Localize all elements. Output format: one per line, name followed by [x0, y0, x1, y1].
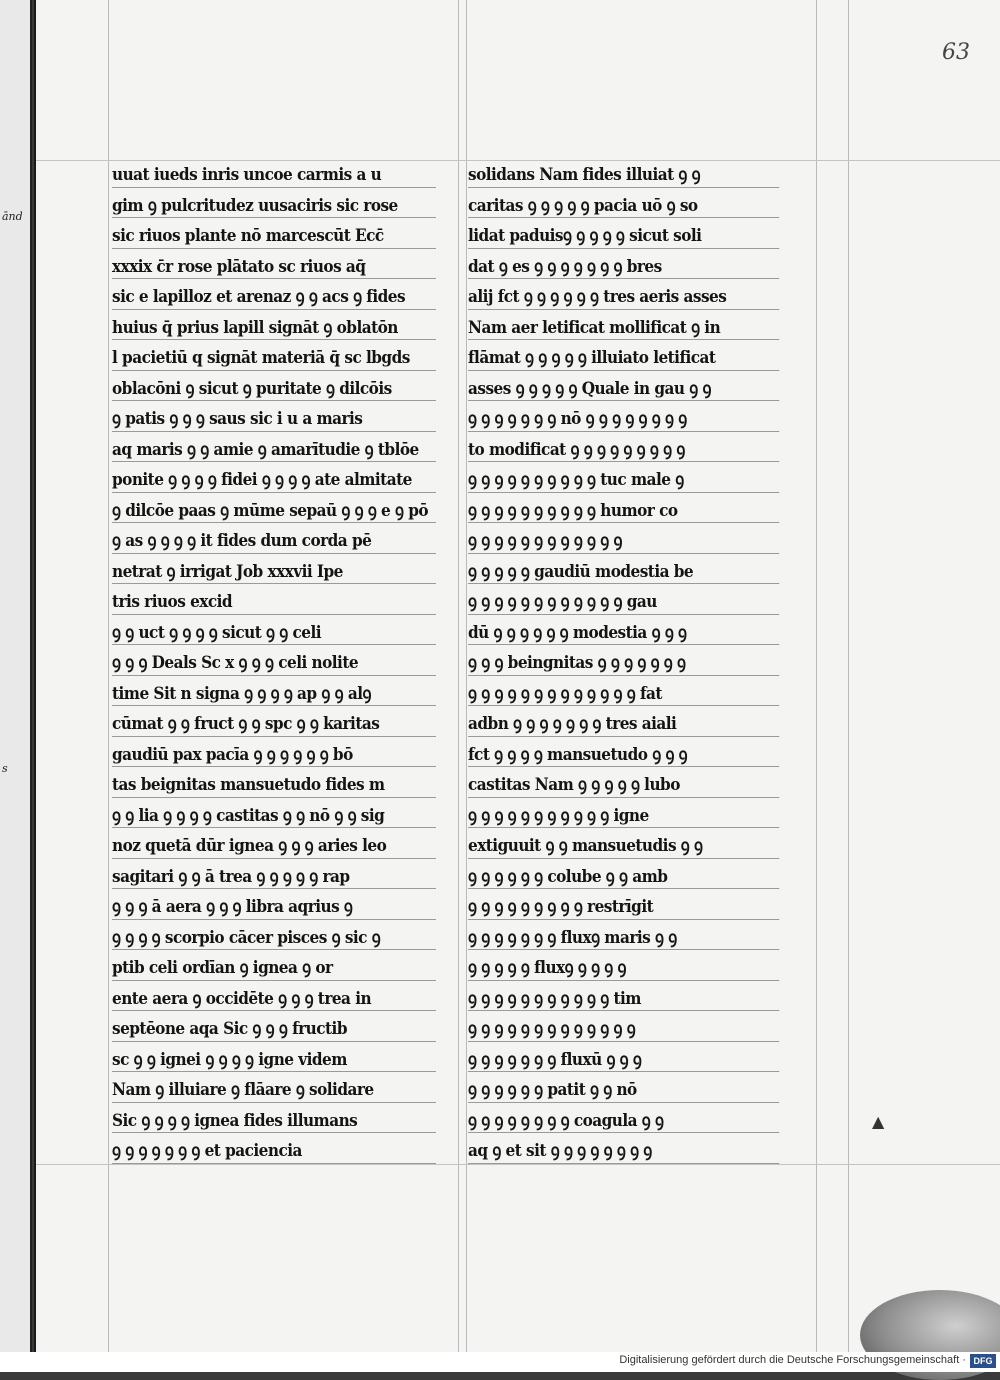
right-column-line: castitas Nam ꝯ ꝯ ꝯ ꝯ ꝯ lubo — [468, 770, 779, 801]
right-column-line: ꝯ ꝯ ꝯ ꝯ ꝯ ꝯ ꝯ ꝯ ꝯ ꝯ tuc male ꝯ — [468, 465, 779, 496]
left-column-line: Sic ꝯ ꝯ ꝯ ꝯ ignea fides illumans — [112, 1106, 436, 1137]
right-column-line: ꝯ ꝯ ꝯ ꝯ ꝯ gaudiū modestia be — [468, 557, 779, 588]
folio-number: 63 — [942, 40, 970, 65]
ruling-line — [848, 0, 849, 1352]
ruling-line — [108, 0, 109, 1352]
margin-fragment: s — [2, 762, 8, 775]
right-column-line: ꝯ ꝯ ꝯ ꝯ ꝯ ꝯ ꝯ fluxꝯ maris ꝯ ꝯ — [468, 923, 779, 954]
footer-bar — [0, 1352, 1000, 1372]
left-column-line: xxxix c̄r rose plātato sc riuos aq̄ — [112, 252, 436, 283]
right-column-line: alij fct ꝯ ꝯ ꝯ ꝯ ꝯ ꝯ tres aeris asses — [468, 282, 779, 313]
right-column-line: aq ꝯ et sit ꝯ ꝯ ꝯ ꝯ ꝯ ꝯ ꝯ ꝯ — [468, 1136, 779, 1167]
left-column-line: tas beignitas mansuetudo fides m — [112, 770, 436, 801]
right-column-line: ꝯ ꝯ ꝯ beingnitas ꝯ ꝯ ꝯ ꝯ ꝯ ꝯ ꝯ — [468, 648, 779, 679]
margin-fragment: ānd — [2, 210, 23, 223]
left-column-line: ꝯ ꝯ uct ꝯ ꝯ ꝯ ꝯ sicut ꝯ ꝯ celi — [112, 618, 436, 649]
manuscript-page — [34, 0, 1000, 1352]
left-column-line: ꝯ ꝯ ꝯ ꝯ scorpio cācer pisces ꝯ sic ꝯ — [112, 923, 436, 954]
funding-credit: Digitalisierung gefördert durch die Deutsche Forschungsgemeinschaft · — [619, 1354, 966, 1366]
right-column-line: lidat paduisꝯ ꝯ ꝯ ꝯ ꝯ sicut soli — [468, 221, 779, 252]
left-column-line: uuat iueds inris uncoe carmis a u — [112, 160, 436, 191]
right-column-line: dat ꝯ es ꝯ ꝯ ꝯ ꝯ ꝯ ꝯ ꝯ bres — [468, 252, 779, 283]
left-column-line: oblacōni ꝯ sicut ꝯ puritate ꝯ dilcōis — [112, 374, 436, 405]
left-column-line: Nam ꝯ illuiare ꝯ flāare ꝯ solidare — [112, 1075, 436, 1106]
left-column-line: huius q̄ prius lapill signāt ꝯ oblatōn — [112, 313, 436, 344]
right-column-line: ꝯ ꝯ ꝯ ꝯ ꝯ ꝯ colube ꝯ ꝯ amb — [468, 862, 779, 893]
right-column-line: ꝯ ꝯ ꝯ ꝯ ꝯ ꝯ ꝯ nō ꝯ ꝯ ꝯ ꝯ ꝯ ꝯ ꝯ ꝯ — [468, 404, 779, 435]
previous-page-edge — [0, 0, 32, 1352]
left-column-line: sagitari ꝯ ꝯ ā trea ꝯ ꝯ ꝯ ꝯ ꝯ rap — [112, 862, 436, 893]
right-column-line: Nam aer letificat mollificat ꝯ in — [468, 313, 779, 344]
right-column-line: ꝯ ꝯ ꝯ ꝯ ꝯ ꝯ ꝯ ꝯ ꝯ ꝯ ꝯ ꝯ ꝯ fat — [468, 679, 779, 710]
left-column-line: ꝯ ꝯ ꝯ ꝯ ꝯ ꝯ ꝯ et paciencia — [112, 1136, 436, 1167]
right-column-line: ꝯ ꝯ ꝯ ꝯ ꝯ ꝯ ꝯ ꝯ ꝯ ꝯ ꝯ ꝯ — [468, 526, 779, 557]
right-column-line: ꝯ ꝯ ꝯ ꝯ ꝯ fluxꝯ ꝯ ꝯ ꝯ ꝯ — [468, 953, 779, 984]
dfg-logo: DFG — [970, 1354, 996, 1368]
left-column-line: aq maris ꝯ ꝯ amie ꝯ amarītudie ꝯ tblōe — [112, 435, 436, 466]
left-column-line: ꝯ dilcōe paas ꝯ mūme sepaū ꝯ ꝯ ꝯ e ꝯ pō — [112, 496, 436, 527]
left-column-line: ꝯ ꝯ ꝯ Deals Sc x ꝯ ꝯ ꝯ celi nolite — [112, 648, 436, 679]
right-column-line: asses ꝯ ꝯ ꝯ ꝯ ꝯ Quale in gau ꝯ ꝯ — [468, 374, 779, 405]
left-column-line: time Sit n signa ꝯ ꝯ ꝯ ꝯ ap ꝯ ꝯ alꝯ — [112, 679, 436, 710]
right-column-line: ꝯ ꝯ ꝯ ꝯ ꝯ ꝯ ꝯ ꝯ ꝯ ꝯ ꝯ igne — [468, 801, 779, 832]
right-column-line: ꝯ ꝯ ꝯ ꝯ ꝯ ꝯ ꝯ ꝯ coagula ꝯ ꝯ — [468, 1106, 779, 1137]
left-text-column — [112, 160, 472, 1167]
left-column-line: netrat ꝯ irrigat Job xxxvii Ipe — [112, 557, 436, 588]
ruling-line — [816, 0, 817, 1352]
right-column-line: to modificat ꝯ ꝯ ꝯ ꝯ ꝯ ꝯ ꝯ ꝯ ꝯ — [468, 435, 779, 466]
left-column-line: ponite ꝯ ꝯ ꝯ ꝯ fidei ꝯ ꝯ ꝯ ꝯ ate almitate — [112, 465, 436, 496]
left-column-line: ꝯ ꝯ lia ꝯ ꝯ ꝯ ꝯ castitas ꝯ ꝯ nō ꝯ ꝯ sig — [112, 801, 436, 832]
right-column-line: flāmat ꝯ ꝯ ꝯ ꝯ ꝯ illuiato letificat — [468, 343, 779, 374]
right-column-line: adbn ꝯ ꝯ ꝯ ꝯ ꝯ ꝯ ꝯ tres aiali — [468, 709, 779, 740]
right-column-line: ꝯ ꝯ ꝯ ꝯ ꝯ ꝯ ꝯ fluxū ꝯ ꝯ ꝯ — [468, 1045, 779, 1076]
right-column-line: fct ꝯ ꝯ ꝯ ꝯ mansuetudo ꝯ ꝯ ꝯ — [468, 740, 779, 771]
right-column-line: dū ꝯ ꝯ ꝯ ꝯ ꝯ ꝯ modestia ꝯ ꝯ ꝯ — [468, 618, 779, 649]
left-column-line: sc ꝯ ꝯ ignei ꝯ ꝯ ꝯ ꝯ igne videm — [112, 1045, 436, 1076]
left-column-line: tris riuos excid — [112, 587, 436, 618]
left-column-line: ptib celi ordīan ꝯ ignea ꝯ or — [112, 953, 436, 984]
left-column-line: ente aera ꝯ occidēte ꝯ ꝯ ꝯ trea in — [112, 984, 436, 1015]
right-column-line: ꝯ ꝯ ꝯ ꝯ ꝯ ꝯ ꝯ ꝯ ꝯ ꝯ humor co — [468, 496, 779, 527]
left-column-line: gaudiū pax pacīa ꝯ ꝯ ꝯ ꝯ ꝯ ꝯ bō — [112, 740, 436, 771]
right-column-line: caritas ꝯ ꝯ ꝯ ꝯ ꝯ pacia uō ꝯ so — [468, 191, 779, 222]
left-column-line: ꝯ ꝯ ꝯ ā aera ꝯ ꝯ ꝯ libra aqrius ꝯ — [112, 892, 436, 923]
right-column-line: ꝯ ꝯ ꝯ ꝯ ꝯ ꝯ ꝯ ꝯ ꝯ restrīgit — [468, 892, 779, 923]
right-column-line: extiguuit ꝯ ꝯ mansuetudis ꝯ ꝯ — [468, 831, 779, 862]
left-column-line: ꝯ patis ꝯ ꝯ ꝯ saus sic i u a maris — [112, 404, 436, 435]
left-column-line: sic riuos plante nō marcescūt Ecc̄ — [112, 221, 436, 252]
right-column-line: ꝯ ꝯ ꝯ ꝯ ꝯ ꝯ ꝯ ꝯ ꝯ ꝯ ꝯ tim — [468, 984, 779, 1015]
left-column-line: ꝯ as ꝯ ꝯ ꝯ ꝯ it fides dum corda pē — [112, 526, 436, 557]
right-column-line: ꝯ ꝯ ꝯ ꝯ ꝯ ꝯ ꝯ ꝯ ꝯ ꝯ ꝯ ꝯ ꝯ — [468, 1014, 779, 1045]
left-column-line: gim ꝯ pulcritudez uusaciris sic rose — [112, 191, 436, 222]
right-column-line: ꝯ ꝯ ꝯ ꝯ ꝯ ꝯ ꝯ ꝯ ꝯ ꝯ ꝯ ꝯ gau — [468, 587, 779, 618]
right-column-line: solidans Nam fides illuiat ꝯ ꝯ — [468, 160, 779, 191]
margin-mark: ▲ — [872, 1112, 885, 1131]
left-column-line: sic e lapilloz et arenaz ꝯ ꝯ acs ꝯ fides — [112, 282, 436, 313]
left-column-line: cūmat ꝯ ꝯ fruct ꝯ ꝯ spc ꝯ ꝯ karitas — [112, 709, 436, 740]
left-column-line: septēone aqa Sic ꝯ ꝯ ꝯ fructib — [112, 1014, 436, 1045]
right-text-column — [468, 160, 814, 1167]
left-column-line: noz quetā dūr ignea ꝯ ꝯ ꝯ aries leo — [112, 831, 436, 862]
left-column-line: l pacietiū q signāt materiā q̄ sc lbgds — [112, 343, 436, 374]
right-column-line: ꝯ ꝯ ꝯ ꝯ ꝯ ꝯ patit ꝯ ꝯ nō — [468, 1075, 779, 1106]
